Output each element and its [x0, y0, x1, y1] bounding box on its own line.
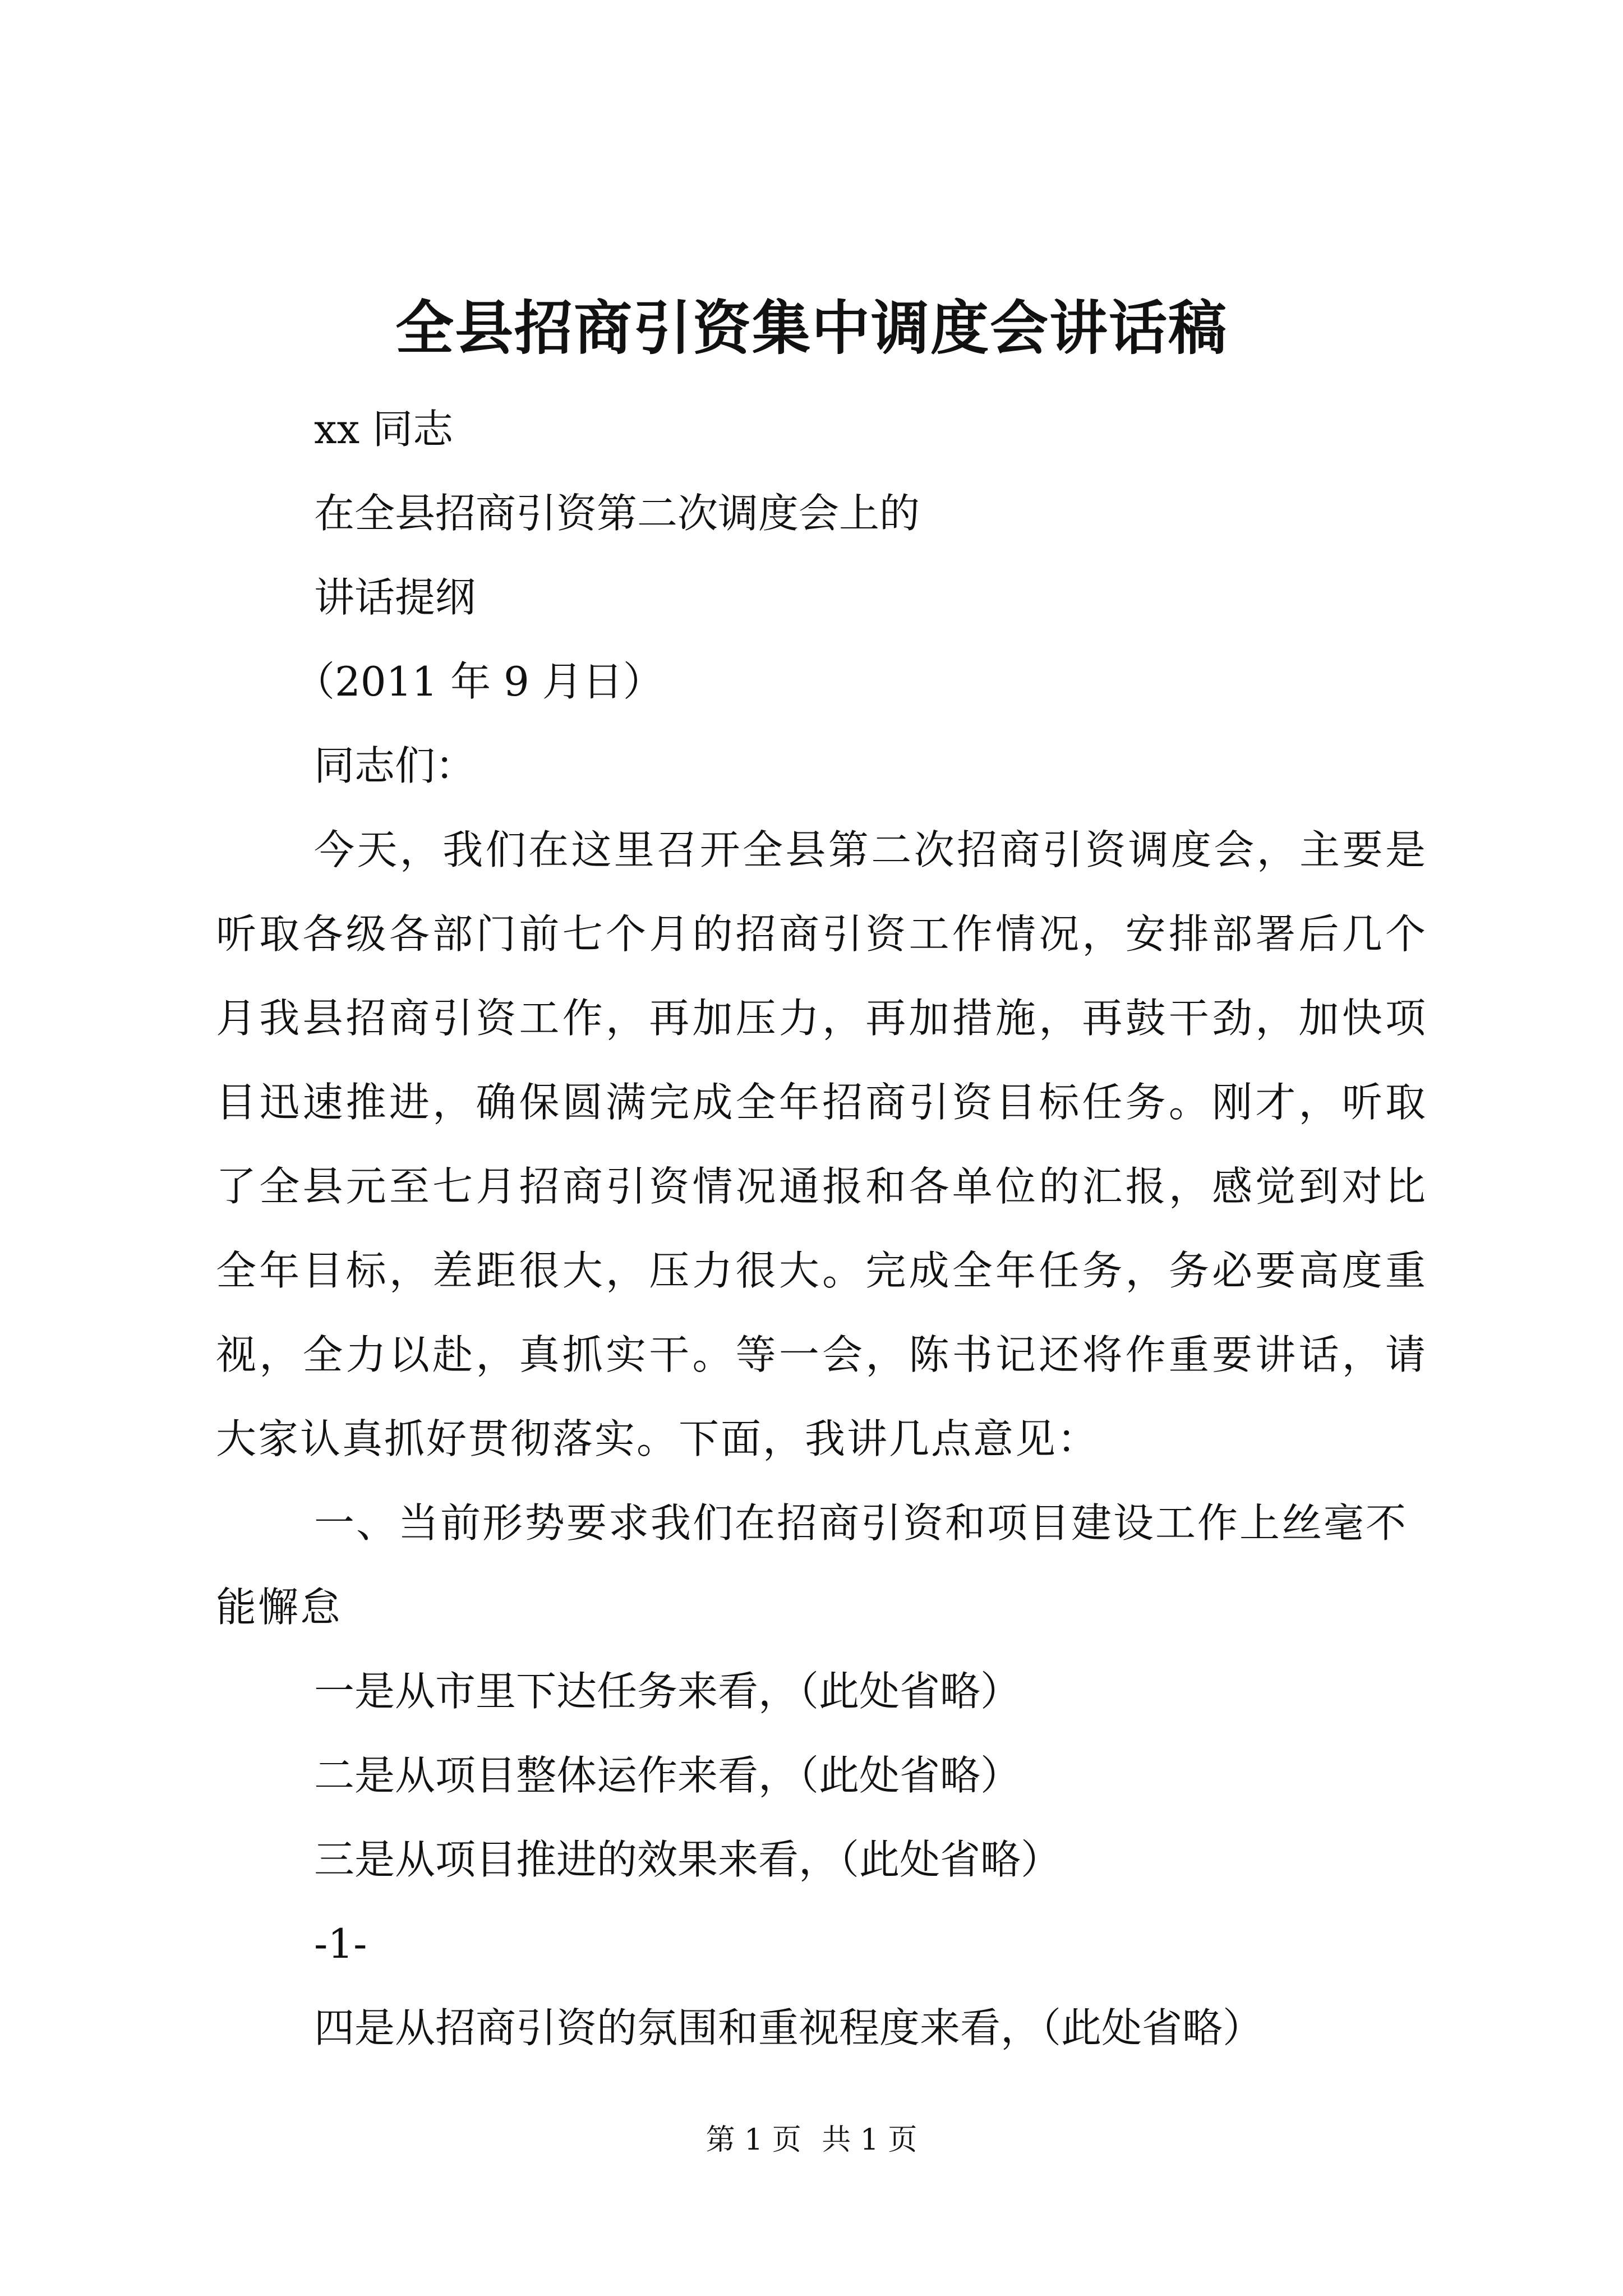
point-item: 二是从项目整体运作来看，（此处省略） — [314, 1752, 1021, 1799]
salutation-line: 同志们： — [314, 742, 476, 789]
document-title: 全县招商引资集中调度会讲话稿 — [395, 293, 1228, 362]
venue-line: 在全县招商引资第二次调度会上的 — [314, 490, 920, 537]
speaker-line: xx 同志 — [314, 406, 454, 453]
point-item: 四是从招商引资的氛围和重视程度来看，（此处省略） — [314, 2004, 1264, 2051]
doc-type-line: 讲话提纲 — [314, 574, 476, 621]
intro-paragraph: 今天，我们在这里召开全县第二次招商引资调度会，主要是听取各级各部门前七个月的招商引资工作情况，安排部署后几个月我县招商引资工作，再加压力，再加措施，再鼓干劲，加快项目迅速推进，确保圆满完成全年招商引资目标任务。刚才，听取了全县元至七月招商引资情况通报和各单位的汇报，感觉到对比全年目标，差距很大，压力很大。完成全年任务，务必要高度重视，全力以赴，真抓实干。等一会，陈书记还将作重要讲话，请大家认真抓好贯彻落实。下面，我讲几点意见： — [216, 826, 1427, 1462]
page-total-label: 共 1 页 — [822, 2123, 917, 2157]
section-heading: 一、当前形势要求我们在招商引资和项目建设工作上丝毫不能懈怠 — [216, 1499, 1408, 1631]
date-line: （2011 年 9 月日） — [294, 658, 663, 705]
document-body — [216, 387, 1427, 2070]
page-marker: -1- — [314, 1920, 367, 1967]
point-item: 一是从市里下达任务来看，（此处省略） — [314, 1668, 1021, 1715]
point-item: 三是从项目推进的效果来看，（此处省略） — [314, 1836, 1062, 1883]
page-number-label: 第 1 页 — [706, 2123, 801, 2157]
page-footer — [0, 2120, 1623, 2160]
